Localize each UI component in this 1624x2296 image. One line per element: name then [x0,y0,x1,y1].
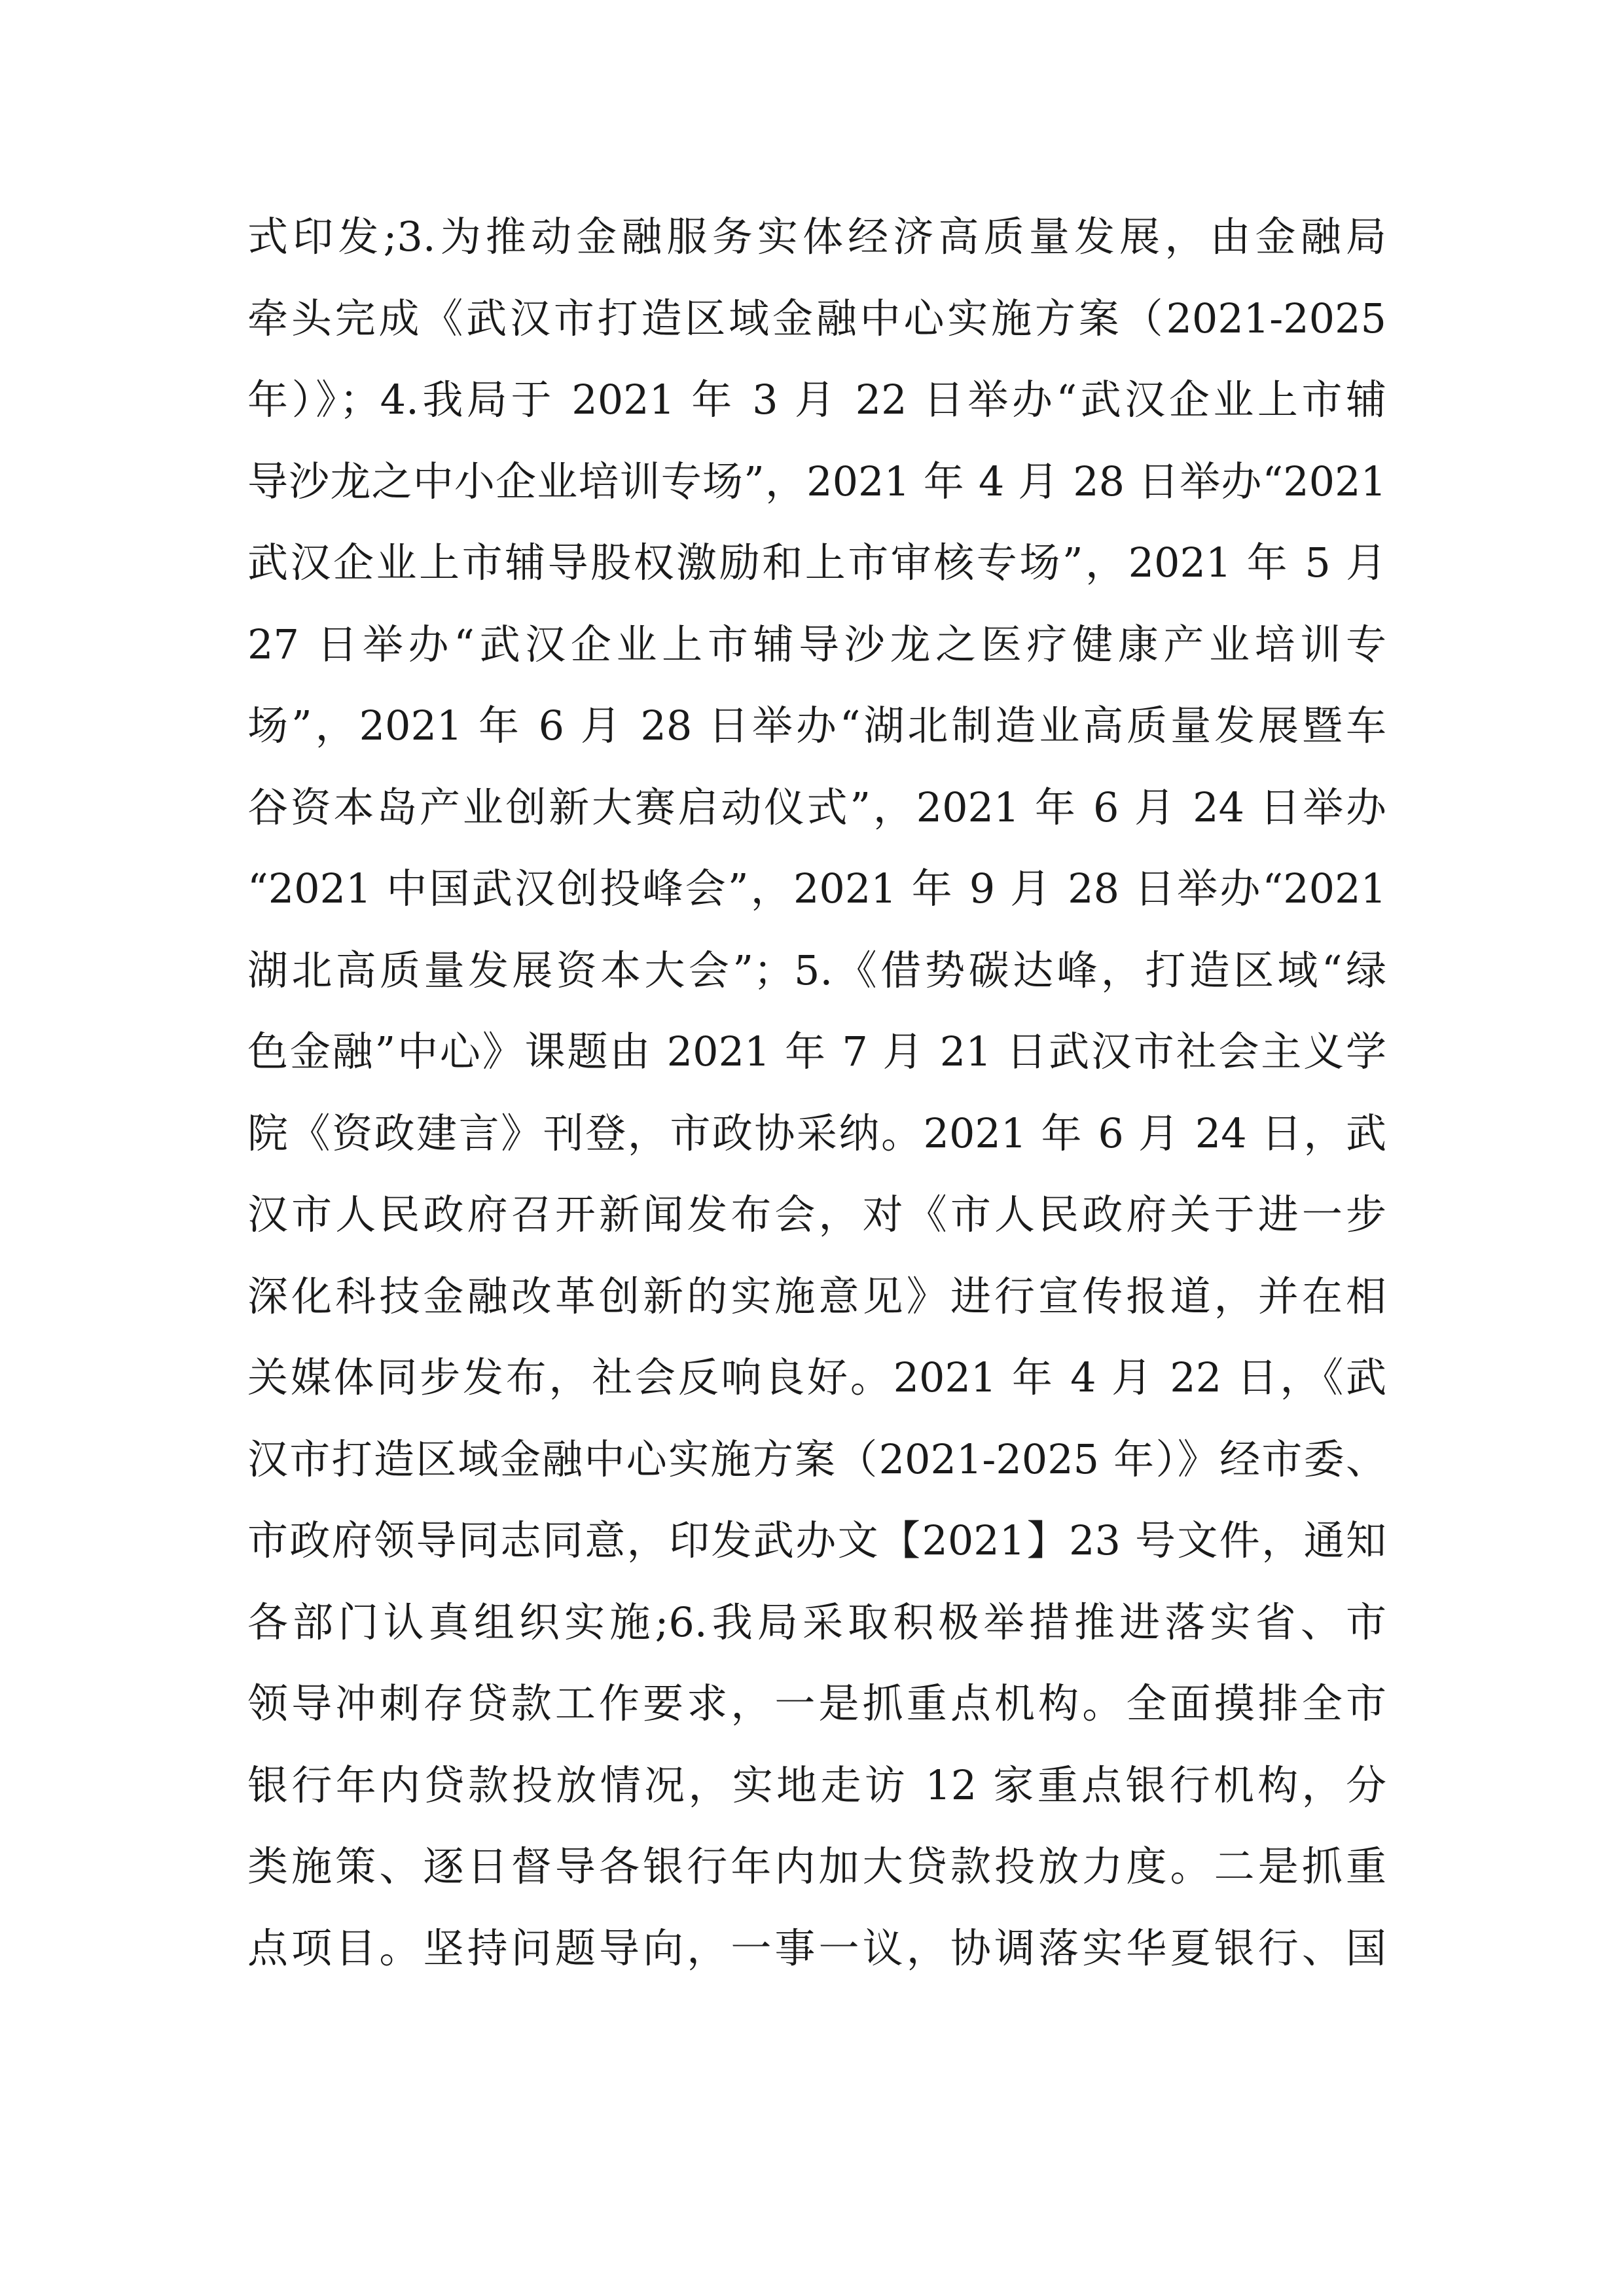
text-line: 院《资政建言》刊登，市政协采纳。2021 年 6 月 24 日，武 [247,1109,1386,1157]
text-line: 点项目。坚持问题导向，一事一议，协调落实华夏银行、国 [247,1924,1386,1972]
text-line: 场”，2021 年 6 月 28 日举办“湖北制造业高质量发展暨车 [247,702,1386,749]
text-line: “2021 中国武汉创投峰会”，2021 年 9 月 28 日举办“2021 [247,865,1386,912]
text-line: 银行年内贷款投放情况，实地走访 12 家重点银行机构，分 [247,1761,1386,1809]
text-line: 式印发;3.为推动金融服务实体经济高质量发展，由金融局 [247,213,1386,260]
text-line: 汉市人民政府召开新闻发布会，对《市人民政府关于进一步 [247,1191,1386,1238]
text-line: 色金融”中心》课题由 2021 年 7 月 21 日武汉市社会主义学 [247,1028,1386,1075]
text-line: 汉市打造区域金融中心实施方案（2021-2025 年）》经市委、 [247,1435,1386,1483]
text-line: 各部门认真组织实施;6.我局采取积极举措推进落实省、市 [247,1598,1386,1646]
text-line: 关媒体同步发布，社会反响良好。2021 年 4 月 22 日，《武 [247,1354,1386,1401]
text-line: 深化科技金融改革创新的实施意见》进行宣传报道，并在相 [247,1272,1386,1320]
text-line: 类施策、逐日督导各银行年内加大贷款投放力度。二是抓重 [247,1842,1386,1890]
text-line: 27 日举办“武汉企业上市辅导沙龙之医疗健康产业培训专 [247,620,1386,668]
text-line: 导沙龙之中小企业培训专场”，2021 年 4 月 28 日举办“2021 [247,457,1386,505]
text-line: 领导冲刺存贷款工作要求，一是抓重点机构。全面摸排全市 [247,1679,1386,1727]
text-line: 市政府领导同志同意，印发武办文【2021】23 号文件，通知 [247,1516,1386,1564]
text-line: 武汉企业上市辅导股权激励和上市审核专场”，2021 年 5 月 [247,539,1386,586]
text-line: 牵头完成《武汉市打造区域金融中心实施方案（2021-2025 [247,294,1386,342]
text-line: 湖北高质量发展资本大会”；5.《借势碳达峰，打造区域“绿 [247,946,1386,994]
text-line: 年）》；4.我局于 2021 年 3 月 22 日举办“武汉企业上市辅 [247,376,1386,423]
text-line: 谷资本岛产业创新大赛启动仪式”，2021 年 6 月 24 日举办 [247,783,1386,831]
body-paragraph [247,196,1386,1989]
